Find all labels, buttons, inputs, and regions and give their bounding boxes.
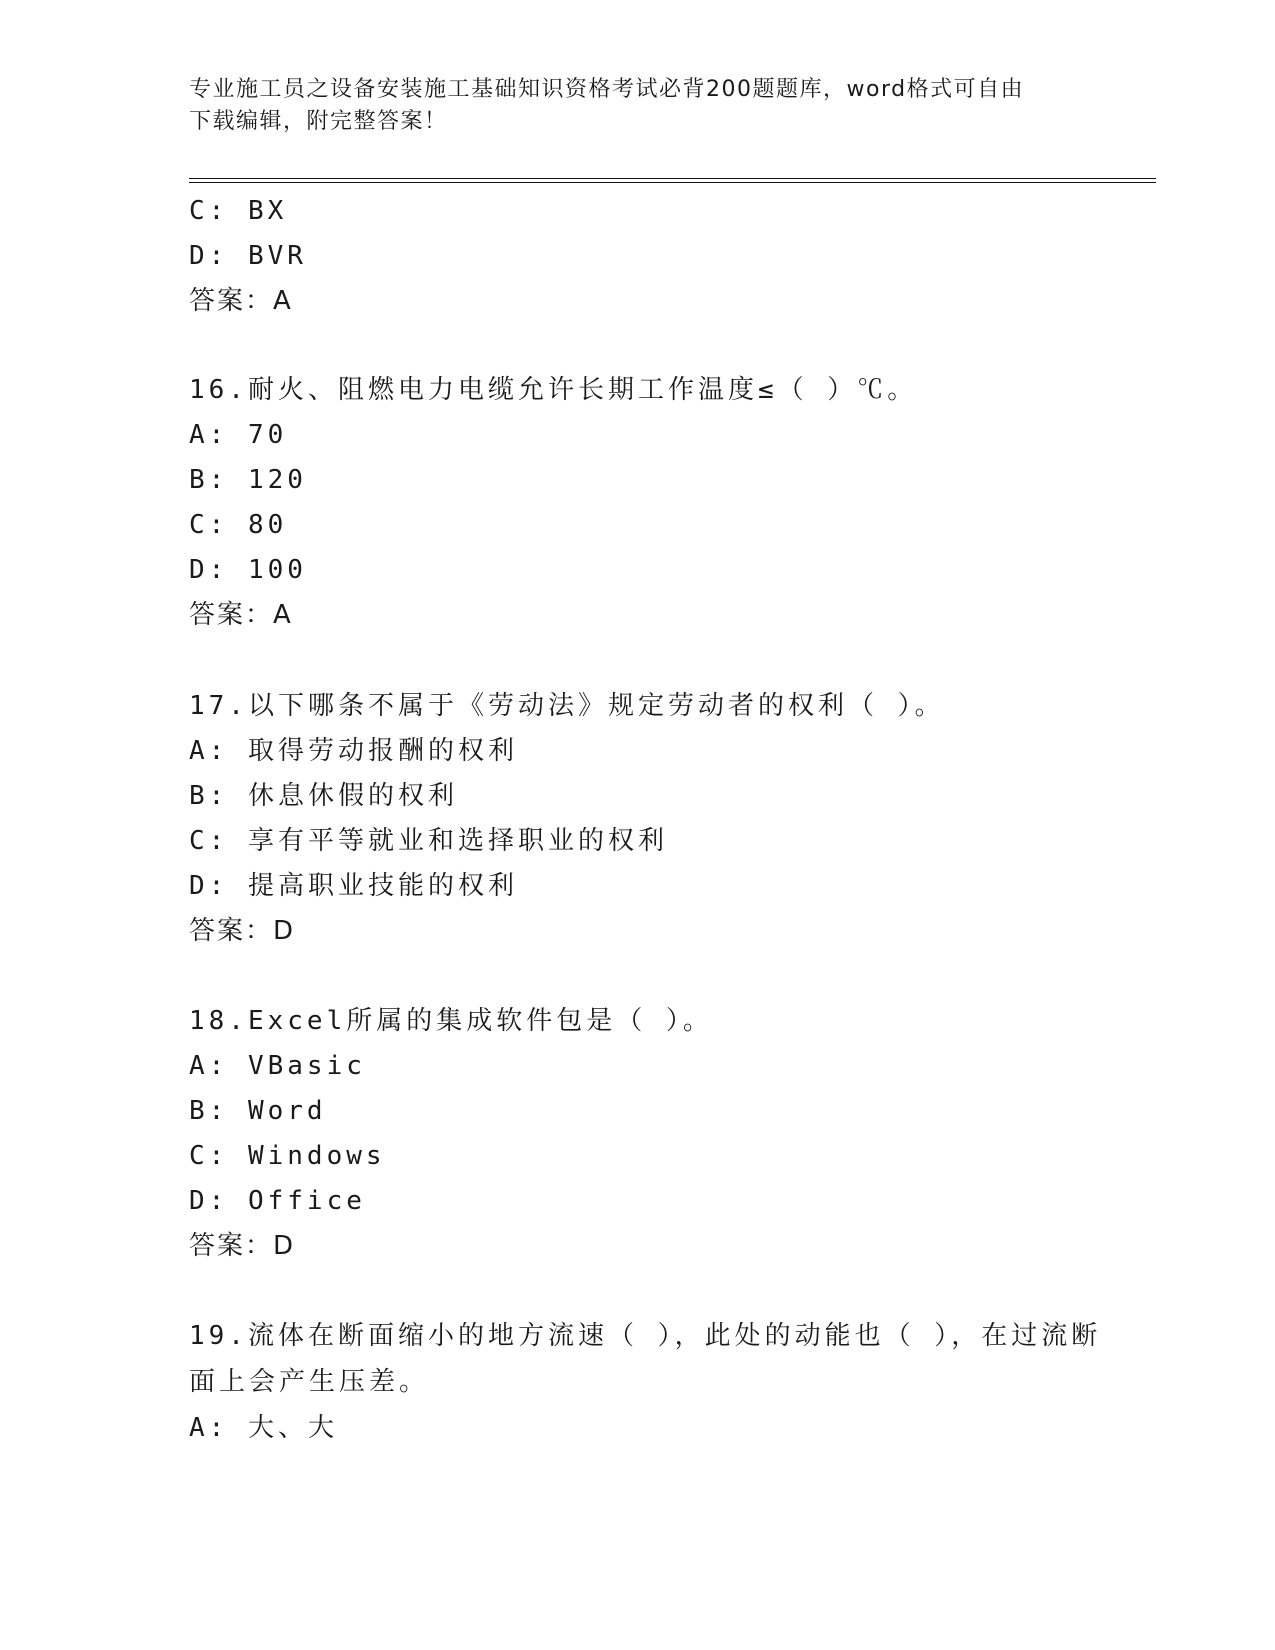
option-c: C: BX bbox=[189, 196, 288, 226]
question-17-option-d: D: 提高职业技能的权利 bbox=[189, 871, 518, 901]
question-16-option-b: B: 120 bbox=[189, 465, 307, 495]
document-title-line-2: 下载编辑，附完整答案！ bbox=[189, 109, 448, 134]
answer-line: 答案：A bbox=[189, 286, 293, 316]
question-17-answer: 答案：D bbox=[189, 916, 296, 946]
question-16-answer: 答案：A bbox=[189, 600, 293, 630]
question-19-stem-line-1: 19.流体在断面缩小的地方流速（ ），此处的动能也（ ），在过流断 bbox=[189, 1321, 1102, 1351]
question-18-stem: 18.Excel所属的集成软件包是（ ）。 bbox=[189, 1006, 713, 1036]
document-title bbox=[189, 74, 1089, 138]
question-19-stem-line-2: 面上会产生压差。 bbox=[189, 1367, 430, 1397]
question-17-option-c: C: 享有平等就业和选择职业的权利 bbox=[189, 826, 668, 856]
question-16-option-c: C: 80 bbox=[189, 510, 288, 540]
question-17-stem: 17.以下哪条不属于《劳动法》规定劳动者的权利（ ）。 bbox=[189, 691, 945, 721]
question-16-stem: 16.耐火、阻燃电力电缆允许长期工作温度≤（ ）℃。 bbox=[189, 375, 918, 405]
question-19-option-a: A: 大、大 bbox=[189, 1413, 338, 1443]
question-18-answer: 答案：D bbox=[189, 1231, 296, 1261]
question-18-option-b: B: Word bbox=[189, 1096, 327, 1126]
document-title-line-1: 专业施工员之设备安装施工基础知识资格考试必背200题题库，word格式可自由 bbox=[189, 77, 1025, 102]
question-18-option-c: C: Windows bbox=[189, 1141, 386, 1171]
question-18-option-d: D: Office bbox=[189, 1186, 366, 1216]
question-17-option-b: B: 休息休假的权利 bbox=[189, 781, 458, 811]
question-17-option-a: A: 取得劳动报酬的权利 bbox=[189, 736, 518, 766]
option-d: D: BVR bbox=[189, 241, 307, 271]
header-divider-top bbox=[189, 178, 1156, 179]
question-16-option-a: A: 70 bbox=[189, 420, 288, 450]
question-18-option-a: A: VBasic bbox=[189, 1051, 366, 1081]
question-16-option-d: D: 100 bbox=[189, 555, 307, 585]
header-divider-bottom bbox=[189, 182, 1156, 183]
